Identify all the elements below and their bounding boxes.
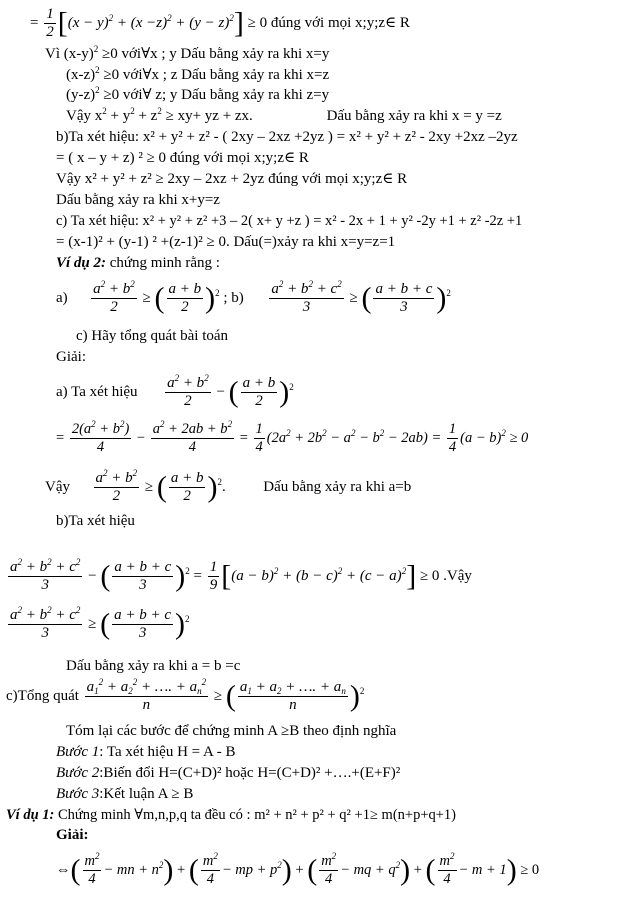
text: Dấu bằng xảy ra khi a = b =c xyxy=(66,658,241,674)
text: + z xyxy=(134,108,158,124)
line-13 xyxy=(56,278,451,318)
line-11 xyxy=(56,233,395,251)
line-28 xyxy=(6,806,456,824)
text: b)Ta xét hiệu xyxy=(56,513,135,529)
text: Vì (x-y) xyxy=(45,46,94,62)
text: :Kết luận A ≥ B xyxy=(99,786,194,802)
line-4: $(y-z)^2 \ge 0$ với∀ z; y Dấu bằng xảy ra khi z=y xyxy=(66,85,330,103)
line-2: Vì $(x-y)^2 \ge 0$ với∀x ; y Dấu bằng xảy ra khi x=y xyxy=(45,44,330,62)
math-expr: $\frac{a^2 + b^2}{2}$ − ( $\frac{a + b}{2}$ )$^2$ xyxy=(167,373,294,410)
step-label: Bước 1 xyxy=(56,744,100,760)
math-expr: $\frac{a^2 + b^2 + c^2}{3}$ ≥ ( $\frac{a + b + c}{3}$ )$^2$ xyxy=(271,279,451,316)
line-30 xyxy=(56,850,539,890)
text: + y xyxy=(106,108,131,124)
math-expr: $\frac{a_1^2 + a_2^2 + \dots. + a_n^2}{n}$ ≥ ( $\frac{a_1 + a_2 + \dots. + a_n}{n}$ )$^2$ xyxy=(86,677,365,714)
text: ≥0 với∀ z; y Dấu bằng xảy ra khi z=y xyxy=(99,87,330,103)
line-22 xyxy=(66,657,240,675)
line-1-text: ≥ 0 đúng với mọi x;y;z∈ R xyxy=(247,14,410,31)
text: Vậy x² + y² + z² ≥ 2xy – 2xz + 2yz đúng với mọi x;y;z∈ R xyxy=(56,171,408,187)
text: ≥ xy+ yz + zx. xyxy=(161,108,253,124)
text: Vậy x xyxy=(66,108,103,124)
math-expr: ⇔( $\frac{m^2}{4}$ − mn + $n^2$) + ( $\frac{m^2}{4}$ − mp + $p^2$) + ( $\frac{m^2}{4}$ − mq + $q^2$) + ( $\frac{m^2}{4}$ − m + 1) ≥ 0 xyxy=(56,851,540,888)
text: : Ta xét hiệu H = A - B xyxy=(99,744,236,760)
line-5: Vậy $x^2 + y^2 + z^2 \ge xy+$ yz + zx. Dấu bằng xảy ra khi x = y =z xyxy=(66,106,502,124)
text: = ( x – y + z) ² ≥ 0 đúng với mọi x;y;z∈ R xyxy=(56,150,309,166)
line-27 xyxy=(56,785,193,803)
line-20 xyxy=(6,556,472,596)
line-14 xyxy=(76,327,228,345)
line-21 xyxy=(6,604,190,644)
math-expr: = $\frac{1}{2}$ $[(x - y)^2 + (x -z)^2 + (y - z)^2]$ xyxy=(30,6,244,40)
line-16 xyxy=(56,372,294,412)
text: Dấu bằng xảy ra khi x+y=z xyxy=(56,192,220,208)
text: (x-z) xyxy=(66,67,96,83)
text: Tóm lại các bước để chứng minh A ≥B theo định nghĩa xyxy=(66,723,397,739)
example-label: Ví dụ 1: xyxy=(6,807,55,823)
line-12 xyxy=(56,254,220,272)
text: Giải: xyxy=(56,827,89,843)
line-24 xyxy=(66,722,396,740)
text: c)Tổng quát xyxy=(6,688,79,704)
line-29 xyxy=(56,826,89,844)
line-15 xyxy=(56,348,86,366)
line-17 xyxy=(56,418,528,458)
math-expr: $\frac{a^2 + b^2 + c^2}{3}$ ≥ ( $\frac{a + b + c}{3}$ )$^2$ xyxy=(10,605,190,642)
text: (y-z) xyxy=(66,87,96,103)
text: Chứng minh ∀m,n,p,q ta đều có : m² + n² + p² + q² +1≥ m(n+p+q+1) xyxy=(54,807,457,823)
line-7 xyxy=(56,149,309,167)
math-expr: $\frac{a^2 + b^2}{2}$ ≥ ( $\frac{a + b}{2}$ )$^2$ xyxy=(93,279,220,316)
line-8 xyxy=(56,170,407,188)
text: ≥0 với∀x ; z Dấu bằng xảy ra khi x=z xyxy=(99,67,330,83)
text: a) Ta xét hiệu xyxy=(56,384,138,400)
step-label: Bước 3 xyxy=(56,786,100,802)
line-3: $(x-z)^2 \ge 0$ với∀x ; z Dấu bằng xảy ra khi x=z xyxy=(66,65,330,83)
line-10 xyxy=(56,212,522,230)
text: chứng minh rằng : xyxy=(106,255,220,271)
text: Vậy xyxy=(45,479,70,495)
text: ; b) xyxy=(223,290,244,306)
math-expr: = $\frac{2(a^2 + b^2)}{4}$ − $\frac{a^2 + 2ab + b^2}{4}$ = $\frac{1}{4}$ $(2a^2 + 2b^2 - a^2 - b^2 - 2ab)$ = $\frac{1}{4}$ $(a - b)^2 \ge 0$ xyxy=(56,419,529,456)
text: :Biến đổi H=(C+D)² hoặc H=(C+D)² +….+(E+F)² xyxy=(99,765,401,781)
line-25 xyxy=(56,743,236,761)
example-label: Ví dụ 2: xyxy=(56,255,107,271)
math-expr: $\frac{a^2 + b^2 + c^2}{3}$ − ( $\frac{a + b + c}{3}$ )$^2$ = $\frac{1}{9}$ $[(a - b)^2 + (b - c)^2 + (c - a)^2] \ge 0$ xyxy=(10,557,444,594)
text: b)Ta xét hiệu: x² + y² + z² - ( 2xy – 2xz +2yz ) = x² + y² + z² - 2xy +2xz –2yz xyxy=(56,129,518,145)
text: Dấu bằng xảy ra khi x = y =z xyxy=(326,108,502,124)
math-expr: $\frac{a^2 + b^2}{2}$ ≥ ( $\frac{a + b}{2}$ )$^2$. xyxy=(95,468,230,505)
text: Dấu bằng xảy ra khi a=b xyxy=(263,479,412,495)
line-19 xyxy=(56,512,135,530)
line-23 xyxy=(6,676,364,716)
line-9 xyxy=(56,191,220,209)
text: ≥0 với∀x ; y Dấu bằng xảy ra khi x=y xyxy=(98,46,330,62)
line-1 xyxy=(30,6,410,41)
line-6 xyxy=(56,128,518,146)
text: c) Ta xét hiệu: x² + y² + z² +3 – 2( x+ y +z ) = x² - 2x + 1 + y² -2y +1 + z² -2z +1 xyxy=(56,213,523,229)
step-label: Bước 2 xyxy=(56,765,100,781)
line-18 xyxy=(45,467,411,507)
text: Giải: xyxy=(56,349,86,365)
text: = (x-1)² + (y-1) ² +(z-1)² ≥ 0. Dấu(=)xảy ra khi x=y=z=1 xyxy=(56,234,396,250)
text: a) xyxy=(56,290,68,306)
text: .Vậy xyxy=(443,568,472,584)
line-26 xyxy=(56,764,400,782)
text: c) Hãy tổng quát bài toán xyxy=(76,328,229,344)
